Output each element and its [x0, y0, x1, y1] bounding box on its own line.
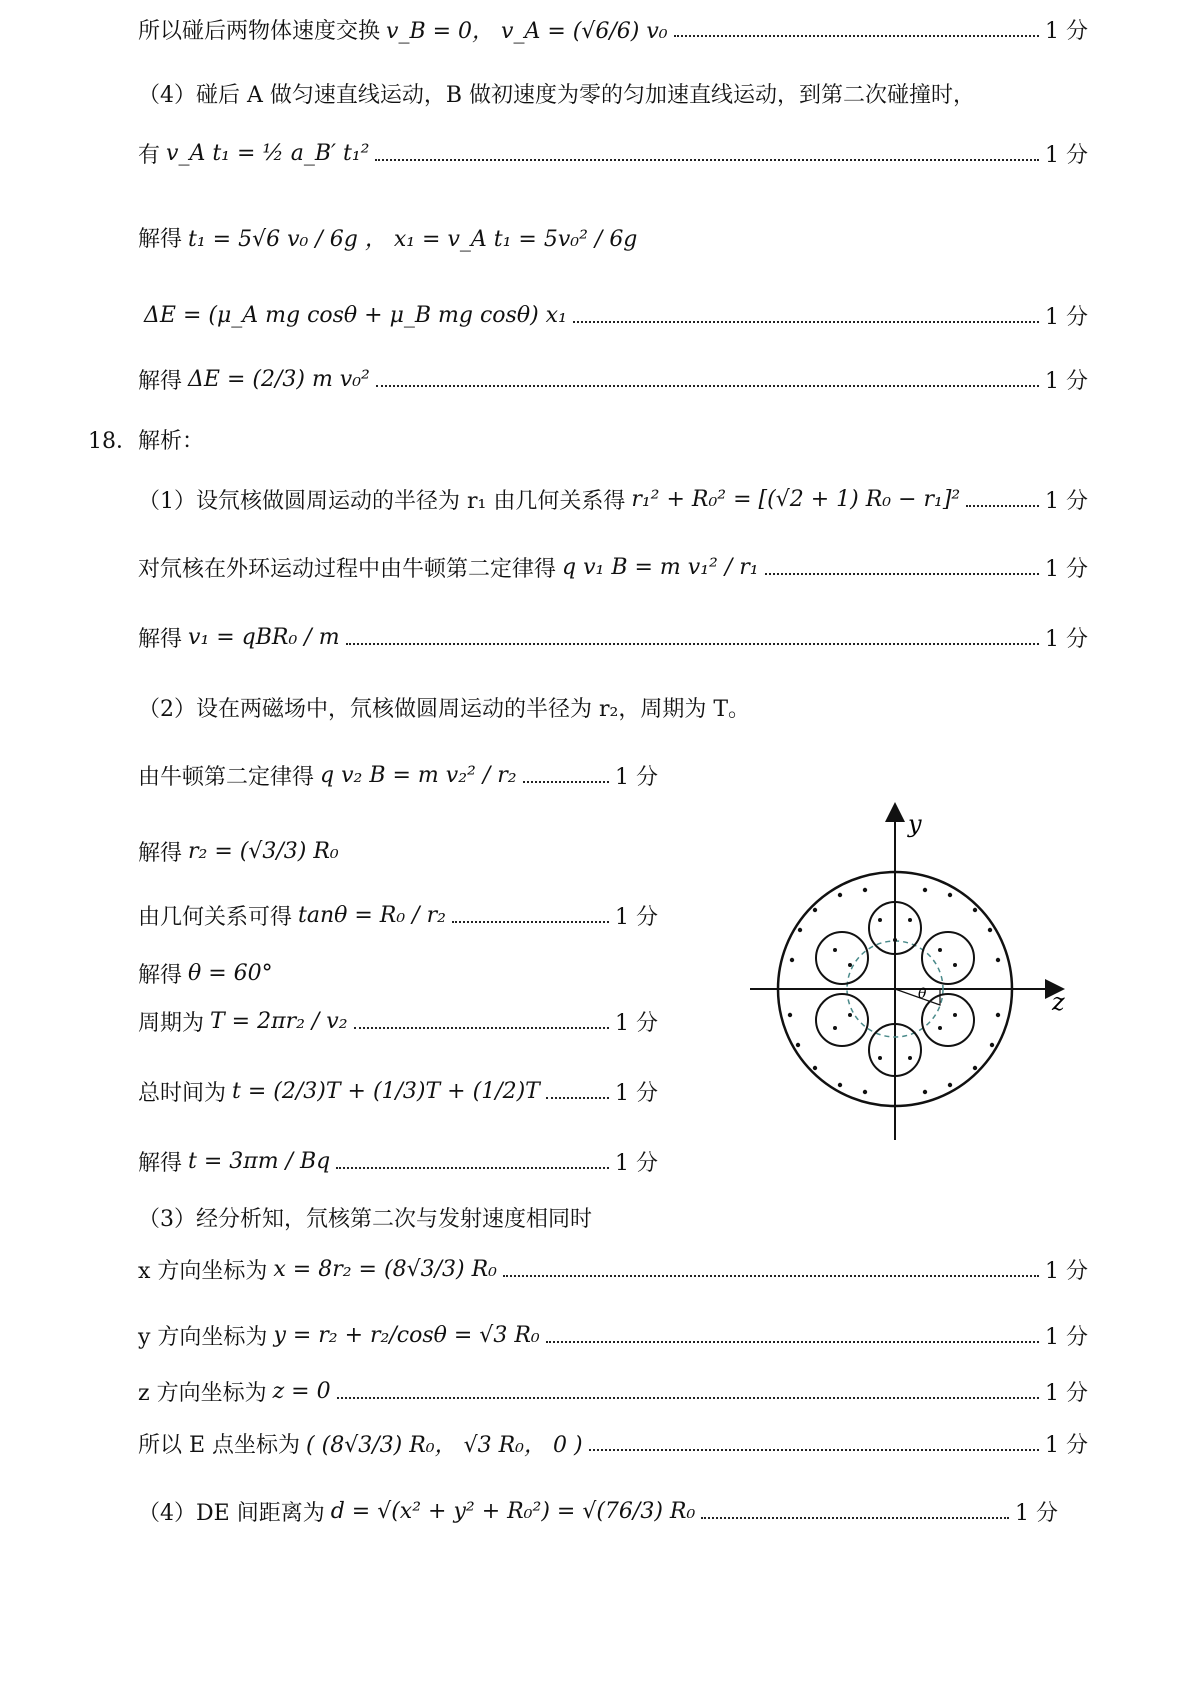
leader-dots — [589, 1449, 1039, 1451]
line-part1-solve-v1: 解得 v₁ = qBR₀ / m 1 分 — [138, 625, 1088, 652]
line-velocity-exchange: 所以碰后两物体速度交换 v_B = 0， v_A = (√6/6) v₀ 1 分 — [138, 19, 1088, 44]
line-solve-t1-x1: 解得 t₁ = 5√6 v₀ / 6g ， x₁ = v_A t₁ = 5v₀² / 6g — [138, 227, 638, 252]
z-axis-label: z — [1052, 988, 1065, 1016]
line-part3-z: z 方向坐标为 z = 0 1 分 — [138, 1379, 1088, 1406]
leader-dots — [376, 385, 1039, 387]
line-part1-newton: 对氘核在外环运动过程中由牛顿第二定律得 q v₁ B = m v₁² / r₁ 1 分 — [138, 555, 1088, 582]
line-part3-x: x 方向坐标为 x = 8r₂ = (8√3/3) R₀ 1 分 — [138, 1257, 1088, 1284]
line-part4-distance: （4）DE 间距离为 d = √(x² + y² + R₀²) = √(76/3) R₀ 1 分 — [138, 1499, 1058, 1526]
leader-dots — [337, 1397, 1039, 1399]
line-part2-intro: （2）设在两磁场中，氘核做圆周运动的半径为 r₂，周期为 T。 — [138, 697, 750, 722]
leader-dots — [674, 35, 1039, 37]
line-part1-geometry: （1）设氘核做圆周运动的半径为 r₁ 由几何关系得 r₁² + R₀² = [(√2 + 1) R₀ − r₁]² 1 分 — [138, 487, 1088, 514]
angle-label: θ — [918, 986, 927, 1002]
line-energy-loss-result: 解得 ΔE = (2/3) m v₀² 1 分 — [138, 367, 1088, 394]
line-part3-point-e: 所以 E 点坐标为 ( (8√3/3) R₀， √3 R₀， 0 ) 1 分 — [138, 1433, 1088, 1458]
leader-dots — [546, 1341, 1039, 1343]
leader-dots — [523, 781, 609, 783]
line-part3-intro: （3）经分析知，氘核第二次与发射速度相同时 — [138, 1207, 592, 1232]
question-18-heading: 18．解析： — [88, 429, 204, 454]
line-part2-tan: 由几何关系可得 tanθ = R₀ / r₂ 1 分 — [138, 903, 658, 930]
y-axis-label: y — [908, 810, 922, 838]
leader-dots — [573, 321, 1039, 323]
leader-dots — [354, 1027, 609, 1029]
line-part3-y: y 方向坐标为 y = r₂ + r₂/cosθ = √3 R₀ 1 分 — [138, 1323, 1088, 1350]
line-part2-period: 周期为 T = 2πr₂ / v₂ 1 分 — [138, 1009, 658, 1036]
leader-dots — [346, 643, 1039, 645]
line-second-collision-eq: 有 v_A t₁ = ½ a_B′ t₁² 1 分 — [138, 141, 1088, 168]
leader-dots — [503, 1275, 1039, 1277]
line-part2-newton: 由牛顿第二定律得 q v₂ B = m v₂² / r₂ 1 分 — [138, 763, 658, 790]
line-part4-intro: （4）碰后 A 做匀速直线运动，B 做初速度为零的匀加速直线运动，到第二次碰撞时， — [138, 83, 976, 108]
leader-dots — [966, 505, 1039, 507]
leader-dots — [452, 921, 609, 923]
line-energy-loss-expr: ΔE = (μ_A mg cosθ + μ_B mg cosθ) x₁ 1 分 — [144, 303, 1088, 330]
leader-dots — [546, 1097, 609, 1099]
line-part2-solve-t: 解得 t = 3πm / Bq 1 分 — [138, 1149, 658, 1176]
leader-dots — [765, 573, 1039, 575]
line-part2-solve-r2: 解得 r₂ = (√3/3) R₀ — [138, 839, 339, 866]
line-part2-theta: 解得 θ = 60° — [138, 961, 273, 988]
line-part2-total-time: 总时间为 t = (2/3)T + (1/3)T + (1/2)T 1 分 — [138, 1079, 658, 1106]
leader-dots — [375, 159, 1039, 161]
leader-dots — [701, 1517, 1009, 1519]
leader-dots — [336, 1167, 609, 1169]
magnetic-field-figure — [740, 800, 1100, 1160]
